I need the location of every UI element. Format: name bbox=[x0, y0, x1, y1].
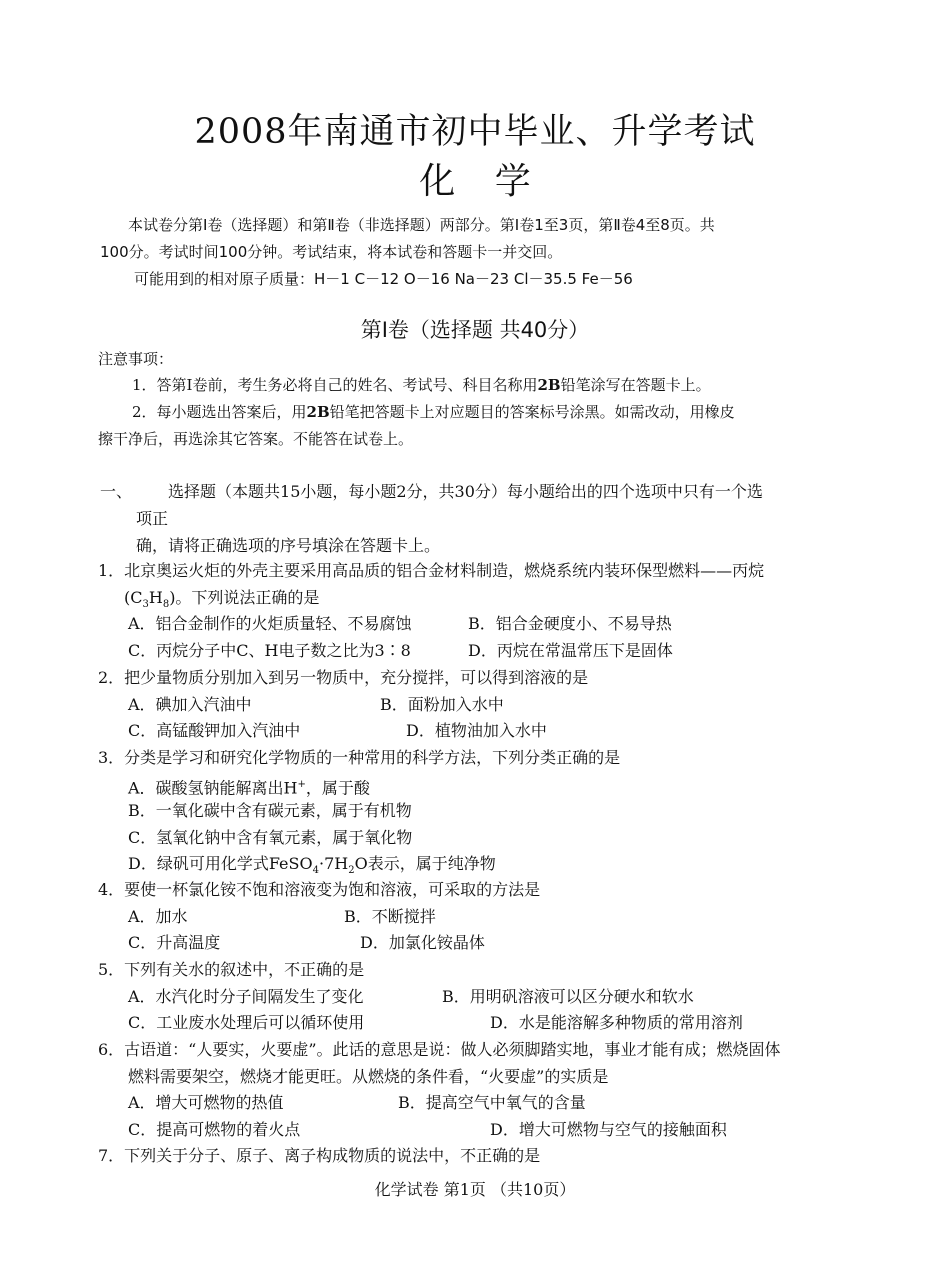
q2-stem: 2．把少量物质分别加入到另一物质中，充分搅拌，可以得到溶液的是 bbox=[98, 668, 589, 687]
exam-title: 2008年南通市初中毕业、升学考试 bbox=[194, 112, 756, 152]
note-1: 1．答第Ⅰ卷前，考生务必将自己的姓名、考试号、科目名称用2B铅笔涂写在答题卡上。 bbox=[132, 376, 711, 394]
intro-line-1: 本试卷分第Ⅰ卷（选择题）和第Ⅱ卷（非选择题）两部分。第Ⅰ卷1至3页，第Ⅱ卷4至8页。共 bbox=[128, 216, 715, 234]
q1-stem: 1．北京奥运火炬的外壳主要采用高品质的铝合金材料制造，燃烧系统内装环保型燃料——丙烷 bbox=[98, 561, 765, 580]
q3-option-a: A．碳酸氢钠能解离出H+，属于酸 bbox=[128, 778, 370, 798]
intro-line-2: 100分。考试时间100分钟。考试结束，将本试卷和答题卡一并交回。 bbox=[100, 243, 563, 261]
q5-option-c: C．工业废水处理后可以循环使用 bbox=[128, 1013, 365, 1032]
section-title: 第Ⅰ卷（选择题 共40分） bbox=[360, 318, 590, 342]
q1-stem-continued: $(C_3H_8)$。下列说法正确的是 bbox=[124, 588, 320, 611]
atomic-masses: 可能用到的相对原子质量：H－1 C－12 O－16 Na－23 Cl－35.5 Fe－56 bbox=[134, 270, 633, 288]
q7-stem: 7．下列关于分子、原子、离子构成物质的说法中，不正确的是 bbox=[98, 1146, 541, 1165]
q6-option-b: B．提高空气中氧气的含量 bbox=[398, 1093, 586, 1112]
notes-heading: 注意事项： bbox=[98, 350, 174, 368]
q6-stem-continued: 燃料需要架空，燃烧才能更旺。从燃烧的条件看，“火要虚”的实质是 bbox=[128, 1067, 609, 1086]
q5-option-a: A．水汽化时分子间隔发生了变化 bbox=[128, 987, 364, 1006]
q4-option-b: B．不断搅拌 bbox=[344, 907, 436, 926]
q2-option-c: C．高锰酸钾加入汽油中 bbox=[128, 721, 301, 740]
q4-option-d: D．加氯化铵晶体 bbox=[360, 933, 485, 952]
part-heading-continued: 项正 bbox=[136, 509, 169, 528]
q6-stem: 6．古语道：“人要实，火要虚”。此话的意思是说：做人必须脚踏实地，事业才能有成；燃烧固体 bbox=[98, 1040, 781, 1059]
q3-option-d: D．绿矾可用化学式$FeSO_4\cdot 7H_2O$表示，属于纯净物 bbox=[128, 854, 496, 877]
page-footer: 化学试卷 第1页 （共10页） bbox=[374, 1180, 576, 1199]
note-2: 2．每小题选出答案后，用2B铅笔把答题卡上对应题目的答案标号涂黑。如需改动，用橡皮 bbox=[132, 403, 735, 421]
q1-option-a: A．铝合金制作的火炬质量轻、不易腐蚀 bbox=[128, 614, 412, 633]
q6-option-c: C．提高可燃物的着火点 bbox=[128, 1120, 301, 1139]
q3-option-b: B．一氧化碳中含有碳元素，属于有机物 bbox=[128, 801, 412, 820]
q6-option-d: D．增大可燃物与空气的接触面积 bbox=[490, 1120, 727, 1139]
part-number: 一、 bbox=[100, 482, 133, 501]
q2-option-d: D．植物油加入水中 bbox=[406, 721, 547, 740]
q2-option-a: A．碘加入汽油中 bbox=[128, 695, 252, 714]
part-heading: 选择题（本题共15小题，每小题2分，共30分）每小题给出的四个选项中只有一个选 bbox=[168, 482, 763, 501]
note-2-continued: 擦干净后，再选涂其它答案。不能答在试卷上。 bbox=[98, 430, 414, 448]
q4-option-c: C．升高温度 bbox=[128, 933, 221, 952]
q1-option-d: D．丙烷在常温常压下是固体 bbox=[468, 641, 673, 660]
q1-option-c: C．丙烷分子中C、H电子数之比为3∶8 bbox=[128, 641, 411, 660]
q3-stem: 3．分类是学习和研究化学物质的一种常用的科学方法，下列分类正确的是 bbox=[98, 748, 621, 767]
q2-option-b: B．面粉加入水中 bbox=[380, 695, 504, 714]
q6-option-a: A．增大可燃物的热值 bbox=[128, 1093, 284, 1112]
q4-option-a: A．加水 bbox=[128, 907, 188, 926]
q5-option-b: B．用明矾溶液可以区分硬水和软水 bbox=[442, 987, 694, 1006]
q5-option-d: D．水是能溶解多种物质的常用溶剂 bbox=[490, 1013, 743, 1032]
q5-stem: 5．下列有关水的叙述中，不正确的是 bbox=[98, 960, 365, 979]
part-instruction: 确，请将正确选项的序号填涂在答题卡上。 bbox=[136, 536, 441, 555]
q4-stem: 4．要使一杯氯化铵不饱和溶液变为饱和溶液，可采取的方法是 bbox=[98, 880, 541, 899]
q3-option-c: C．氢氧化钠中含有氧元素，属于氧化物 bbox=[128, 828, 413, 847]
q1-option-b: B．铝合金硬度小、不易导热 bbox=[468, 614, 672, 633]
subject-title: 化 学 bbox=[419, 161, 545, 202]
